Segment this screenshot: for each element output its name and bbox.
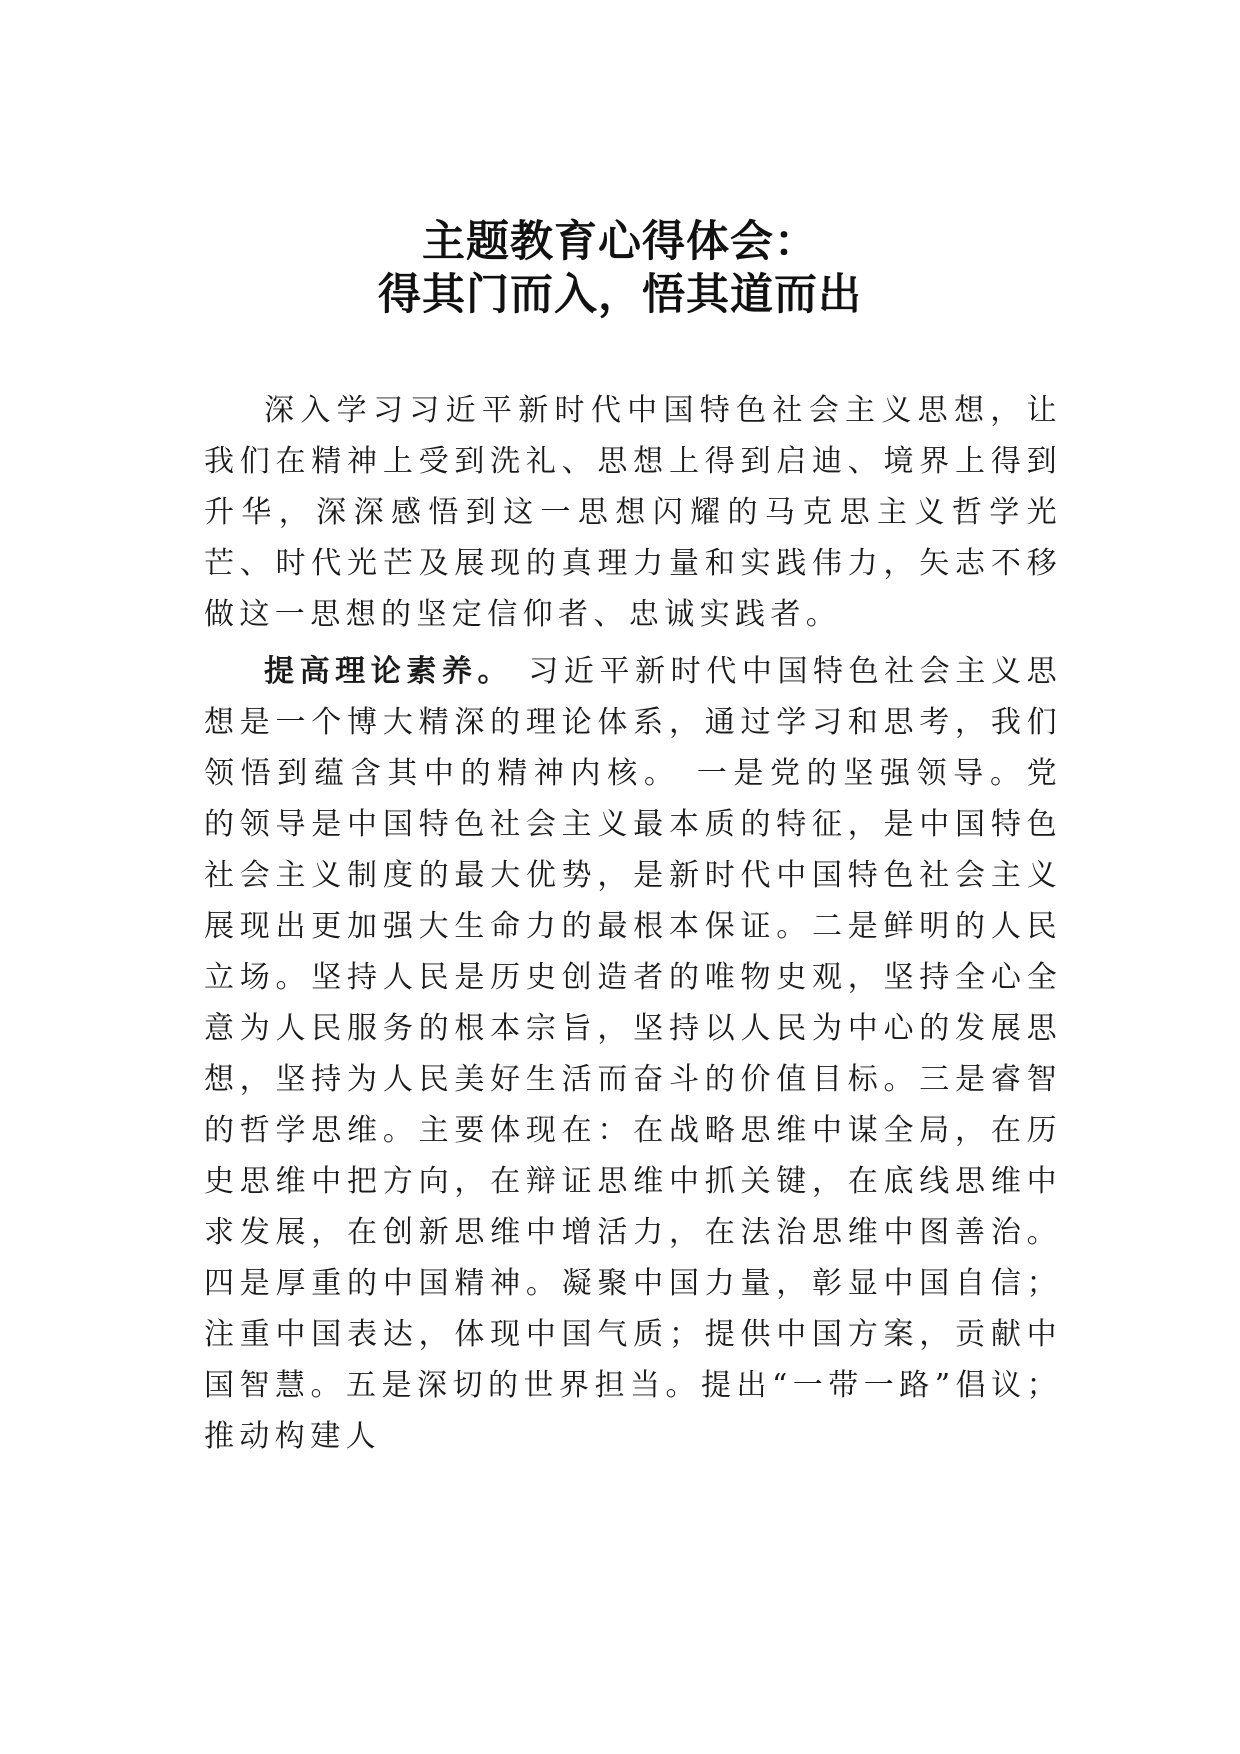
title-line-2: 得其门而入，悟其道而出 <box>378 270 862 320</box>
document-title <box>0 216 1240 322</box>
paragraph-heading: 提高理论素养。 <box>264 654 514 689</box>
document-body <box>204 385 1062 1468</box>
paragraph-intro: 深入学习习近平新时代中国特色社会主义思想，让我们在精神上受到洗礼、思想上得到启迪、境界上得到升华，深深感悟到这一思想闪耀的马克思主义哲学光芒、时代光芒及展现的真理力量和实践伟力，矢志不移做这一思想的坚定信仰者、忠诚实践者。 <box>204 393 1062 632</box>
paragraph-text: 习近平新时代中国特色社会主义思想是一个博大精深的理论体系，通过学习和思考，我们领悟到蕴含其中的精神内核。 一是党的坚强领导。党的领导是中国特色社会主义最本质的特征，是中国特色社会主义制度的最大优势，是新时代中国特色社会主义展现出更加强大生命力的最根本保证。二是鲜明的人民立场。坚持人民是历史创造者的唯物史观，坚持全心全意为人民服务的根本宗旨，坚持以人民为中心的发展思想，坚持为人民美好生活而奋斗的价值目标。三是睿智的哲学思维。主要体现在：在战略思维中谋全局，在历史思维中把方向，在辩证思维中抓关键，在底线思维中求发展，在创新思维中增活力，在法治思维中图善治。四是厚重的中国精神。凝聚中国力量，彰显中国自信；注重中国表达，体现中国气质；提供中国方案，贡献中国智慧。五是深切的世界担当。提出“一带一路”倡议；推动构建人 <box>204 654 1062 1454</box>
title-line-1: 主题教育心得体会： <box>422 217 818 267</box>
paragraph-theory <box>204 646 1062 1462</box>
